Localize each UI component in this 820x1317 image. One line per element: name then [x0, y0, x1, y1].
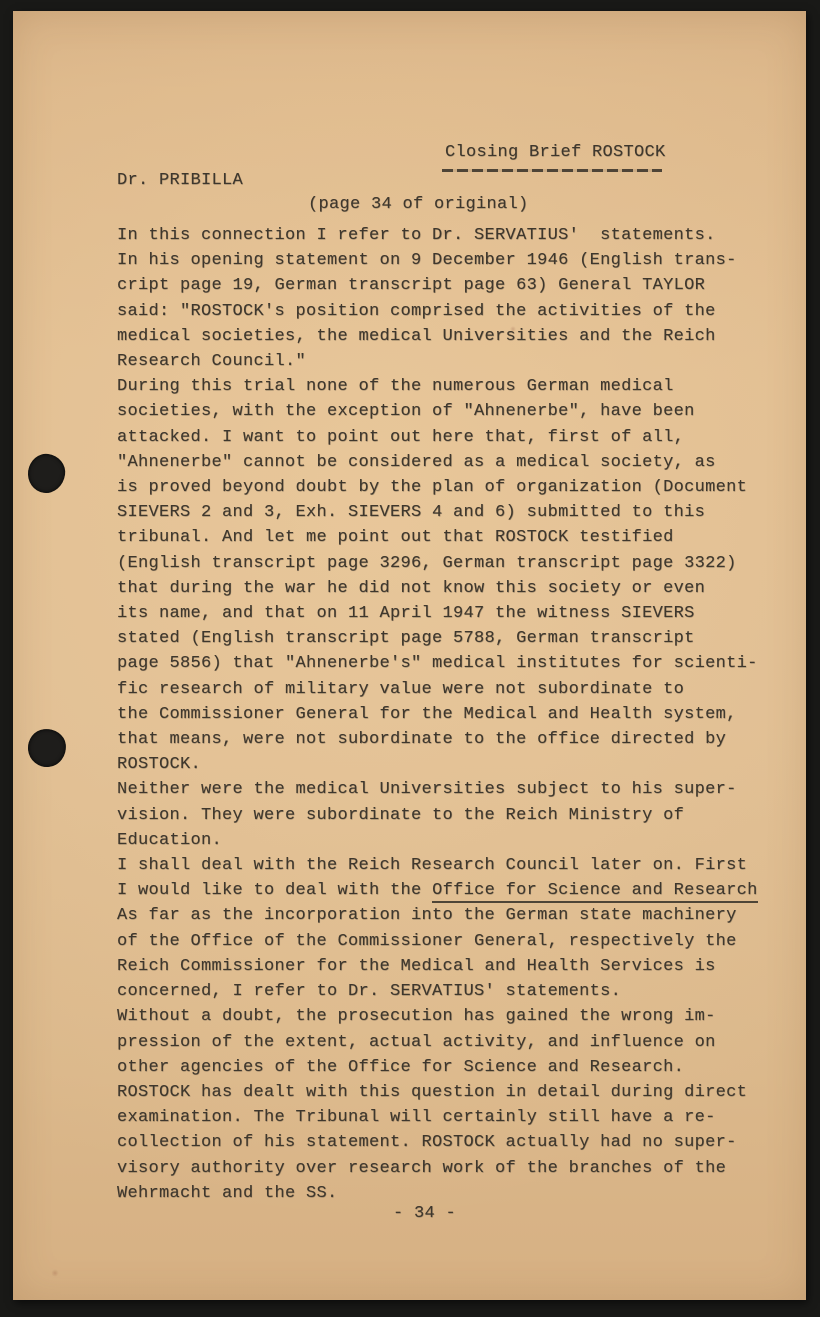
text-line: of the Office of the Commissioner General, respectively the [117, 931, 737, 951]
text-line: said: "ROSTOCK's position comprised the activities of the [117, 301, 716, 321]
text-line: I shall deal with the Reich Research Council later on. First [117, 856, 748, 876]
punch-hole-top [25, 452, 67, 496]
footer-page-number: - 34 - [393, 1204, 457, 1223]
text-line: its name, and that on 11 April 1947 the witness SIEVERS [117, 604, 695, 624]
text-line: Education. [117, 830, 223, 850]
text-line: Research Council." [117, 352, 307, 372]
text-line: concerned, I refer to Dr. SERVATIUS' statements. [117, 982, 622, 1002]
text-line [117, 878, 758, 903]
text-line: Neither were the medical Universities subject to his super- [117, 780, 737, 800]
text-line: stated (English transcript page 5788, German transcript [117, 629, 695, 649]
text-line: (English transcript page 3296, German transcript page 3322) [117, 553, 737, 573]
text-line: Without a doubt, the prosecution has gained the wrong im- [117, 1007, 716, 1027]
text-line: vision. They were subordinate to the Reich Ministry of [117, 805, 685, 825]
text-line: SIEVERS 2 and 3, Exh. SIEVERS 4 and 6) submitted to this [117, 503, 706, 523]
text-line: attacked. I want to point out here that, first of all, [117, 427, 685, 447]
text-line-plain: I would like to deal with the [117, 881, 433, 901]
text-line: that during the war he did not know this society or even [117, 578, 706, 598]
text-line: ROSTOCK has dealt with this question in detail during direct [117, 1082, 748, 1102]
underlined-phrase: Office for Science and Research [432, 881, 758, 903]
text-line: examination. The Tribunal will certainly still have a re- [117, 1108, 716, 1128]
text-line: "Ahnenerbe" cannot be considered as a medical society, as [117, 452, 716, 472]
text-line: collection of his statement. ROSTOCK actually had no super- [117, 1133, 737, 1153]
text-line: Reich Commissioner for the Medical and Health Services is [117, 956, 716, 976]
text-line: In his opening statement on 9 December 1946 (English trans- [117, 251, 737, 271]
text-line: that means, were not subordinate to the office directed by [117, 730, 727, 750]
text-line: page 5856) that "Ahnenerbe's" medical institutes for scienti- [117, 654, 758, 674]
text-line: the Commissioner General for the Medical and Health system, [117, 704, 737, 724]
title-underline [442, 169, 662, 172]
document-title: Closing Brief ROSTOCK [445, 143, 666, 162]
text-line: During this trial none of the numerous German medical [117, 377, 674, 397]
text-line: In this connection I refer to Dr. SERVATIUS' statements. [117, 226, 716, 245]
text-line: is proved beyond doubt by the plan of organization (Document [117, 478, 748, 498]
text-line: other agencies of the Office for Science and Research. [117, 1057, 685, 1077]
text-line: Wehrmacht and the SS. [117, 1183, 338, 1203]
page-reference: (page 34 of original) [308, 195, 529, 214]
text-line: cript page 19, German transcript page 63) General TAYLOR [117, 276, 706, 296]
text-line: societies, with the exception of "Ahnenerbe", have been [117, 402, 695, 422]
text-line: medical societies, the medical Universities and the Reich [117, 326, 716, 346]
text-line: pression of the extent, actual activity, and influence on [117, 1032, 716, 1052]
document-page [13, 11, 806, 1300]
text-line: ROSTOCK. [117, 755, 202, 775]
text-line: As far as the incorporation into the German state machinery [117, 906, 737, 926]
text-line: fic research of military value were not subordinate to [117, 679, 685, 699]
text-line: tribunal. And let me point out that ROSTOCK testified [117, 528, 674, 548]
text-line: visory authority over research work of the branches of the [117, 1158, 727, 1178]
attorney-name: Dr. PRIBILLA [117, 171, 244, 190]
punch-hole-bottom [26, 727, 68, 769]
body-text [117, 223, 758, 1206]
